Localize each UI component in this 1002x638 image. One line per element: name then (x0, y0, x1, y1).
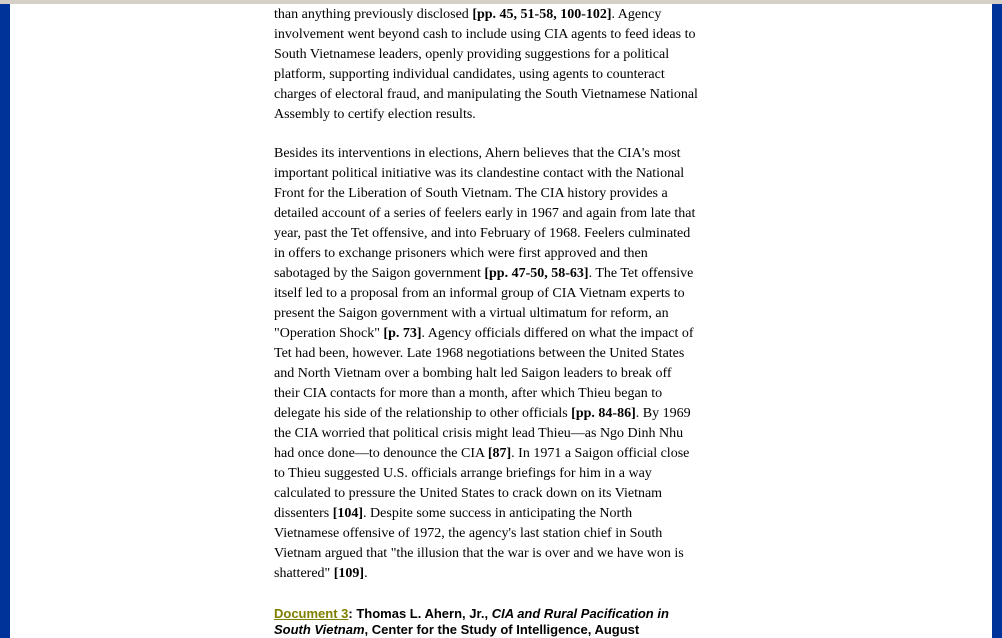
paragraph-election-involvement (274, 5, 700, 125)
page-ref: [pp. 47-50, 58-63] (484, 266, 589, 281)
document-3-title: CIA and Rural Pacification in South Vietnam (274, 606, 669, 637)
document-3-citation (274, 606, 700, 638)
text-run: . Despite some success in anticipating the North Vietnamese offensive of 1972, the agency's last station chief in South Vietnam argued that "the illusion that the war is over and we have won is shattered" (274, 506, 684, 581)
paragraph-political-initiatives (274, 144, 700, 584)
text-run: . Agency officials differed on what the impact of Tet had been, however. Late 1968 negotiations between the United States and North Vietnam over a bombing halt led Saigon leaders to break off their CIA contacts for more than a month, after which Thieu began to delegate his side of the relationship to other officials (274, 326, 694, 421)
page-ref: [p. 73] (383, 326, 422, 341)
text-run: Besides its interventions in elections, Ahern believes that the CIA's most important political initiative was its clandestine contact with the National Front for the Liberation of South Vietnam. The CIA history provides a detailed account of a series of feelers early in 1967 and again from late that year, past the Tet offensive, and into February of 1968. Feelers culminated in offers to exchange prisoners which were first approved and then sabotaged by the Saigon government (274, 146, 696, 281)
page-ref: [109] (333, 566, 365, 581)
page-ref: [pp. 84-86] (571, 406, 636, 421)
text-run: . Agency involvement went beyond cash to include using CIA agents to feed ideas to South Vietnamese leaders, openly providing suggestions for a political platform, supporting individual candidates, using agents to counteract charges of electoral fraud, and manipulating the South Vietnamese National Assembly to certify election results. (274, 7, 698, 122)
article-content (274, 0, 700, 638)
text-run: . The Tet offensive itself led to a proposal from an informal group of CIA Vietnam experts to present the Saigon government with a virtual ultimatum for reform, an "Operation Shock" (274, 266, 694, 341)
page-ref: [104] (332, 506, 364, 521)
text-run: than anything previously disclosed (274, 7, 473, 22)
text-run: , Center for the Study of Intelligence, August (364, 622, 640, 637)
left-blue-border-bar (0, 4, 10, 638)
text-run: : Thomas L. Ahern, Jr., (348, 606, 492, 621)
text-run: . By 1969 the CIA worried that political crisis might lead Thieu—as Ngo Dinh Nhu had once done—to denounce the CIA (274, 406, 691, 461)
document-3-link[interactable]: Document 3 (274, 606, 349, 621)
right-blue-border-bar (992, 4, 1002, 638)
page-ref: [pp. 45, 51-58, 100-102] (472, 7, 612, 22)
text-run: . In 1971 a Saigon official close to Thieu suggested U.S. officials arrange briefings for him in a way calculated to pressure the United States to crack down on its Vietnam dissenters (274, 446, 690, 521)
text-run: . (364, 566, 368, 581)
page-ref: [87] (487, 446, 512, 461)
